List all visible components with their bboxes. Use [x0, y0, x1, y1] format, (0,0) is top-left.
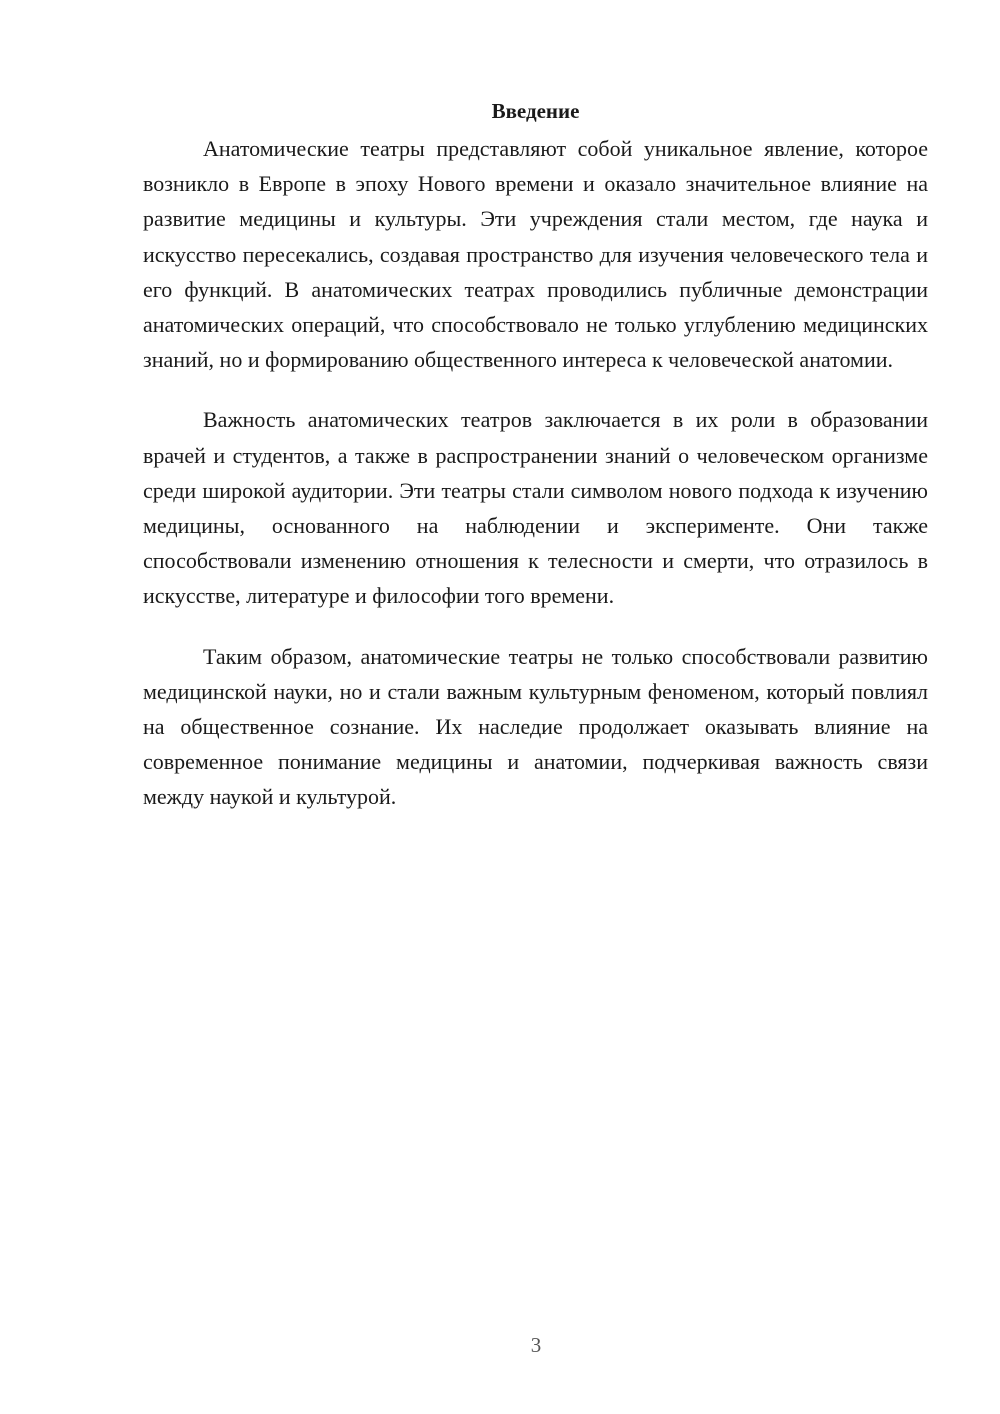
paragraph-2: Важность анатомических театров заключается в их роли в образовании врачей и студентов, а также в распространении знаний о человеческом организме среди широкой аудитории. Эти театры стали символом нового подхода к изучению медицины, основанного на наблюдении и эксперименте. Они также способствовали изменению отношения к телесности и смерти, что отразилось в искусстве, литературе и философии того времени. [143, 407, 928, 609]
page-number: 3 [530, 1333, 542, 1357]
page-content [143, 95, 928, 840]
paragraph-1: Анатомические театры представляют собой уникальное явление, которое возникло в Европе в эпоху Нового времени и оказало значительное влияние на развитие медицины и культуры. Эти учреждения стали местом, где наука и искусство пересекались, создавая пространство для изучения человеческого тела и его функций. В анатомических театрах проводились публичные демонстрации анатомических операций, что способствовало не только углублению медицинских знаний, но и формированию общественного интереса к человеческой анатомии. [143, 136, 928, 373]
paragraph-3: Таким образом, анатомические театры не только способствовали развитию медицинской науки, но и стали важным культурным феноменом, который повлиял на общественное сознание. Их наследие продолжает оказывать влияние на современное понимание медицины и анатомии, подчеркивая важность связи между наукой и культурой. [143, 643, 928, 810]
section-heading: Введение [491, 99, 580, 123]
